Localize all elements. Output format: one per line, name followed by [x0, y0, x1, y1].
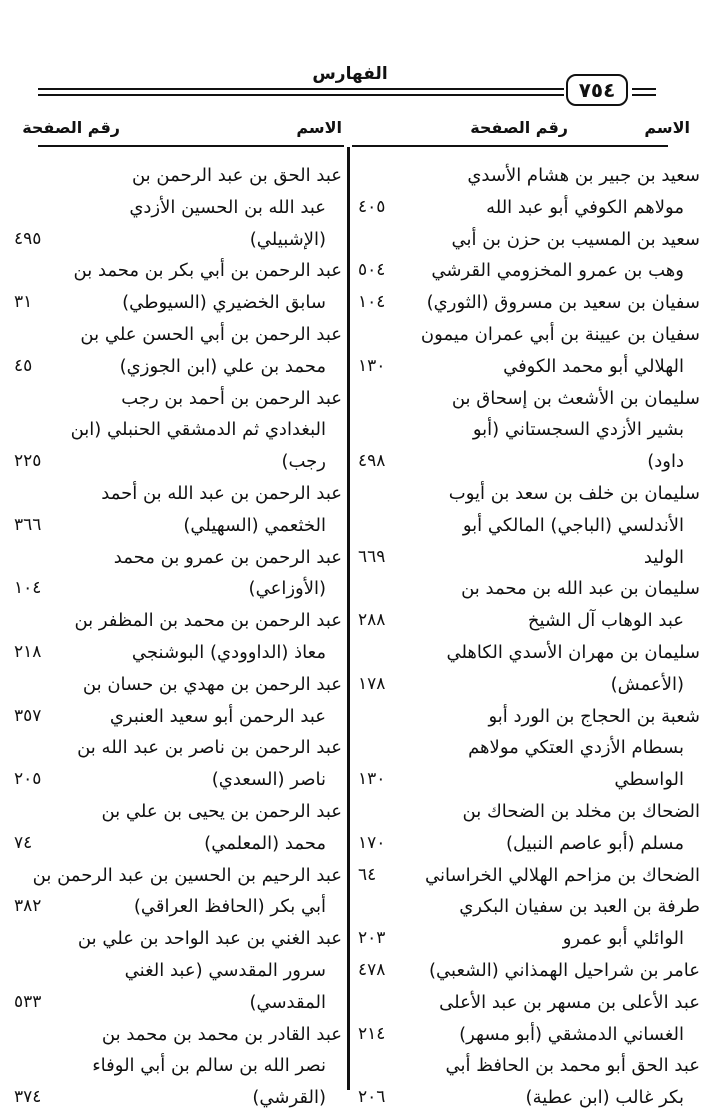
index-entry: [358, 955, 700, 987]
entry-name: عبد الرحمن بن محمد بن المظفر بن: [74, 610, 342, 632]
index-entry: [358, 478, 700, 573]
entry-name-continuation: بشير الأزدي السجستاني (أبو: [472, 419, 684, 441]
entry-name: عبد الرحمن بن أبي الحسن علي بن: [80, 323, 342, 345]
header-tick-top: [632, 88, 656, 90]
entry-name: سليمان بن مهران الأسدي الكاهلي: [446, 641, 700, 663]
entry-name-continuation: سرور المقدسي (عبد الغني: [124, 959, 326, 981]
entry-name-continuation: عبد الوهاب آل الشيخ: [527, 610, 684, 632]
entry-name: سفيان بن سعيد بن مسروق (الثوري): [426, 292, 700, 314]
entry-name: سليمان بن الأشعث بن إسحاق بن: [451, 387, 700, 409]
entry-name-continuation: المقدسي): [249, 991, 326, 1013]
entry-name-continuation: بسطام الأزدي العتكي مولاهم: [468, 737, 684, 759]
entry-name: الضحاك بن مزاحم الهلالي الخراساني: [425, 864, 700, 886]
entry-name: عبد الرحمن بن عبد الله بن أحمد: [101, 482, 342, 504]
entry-name-continuation: الغساني الدمشقي (أبو مسهر): [459, 1023, 684, 1045]
index-entry: [14, 860, 342, 924]
index-entry: [14, 319, 342, 383]
entry-page-number: ١٣٠: [358, 769, 386, 790]
entry-name-continuation: أبي بكر (الحافظ العراقي): [133, 896, 326, 918]
entry-page-number: ١٧٨: [358, 673, 386, 694]
entry-name: عبد الغني بن عبد الواحد بن علي بن: [77, 928, 342, 950]
entry-page-number: ١٠٤: [358, 292, 386, 313]
left-name-header: الاسم: [296, 118, 342, 137]
entry-page-number: ٢٨٨: [358, 610, 386, 631]
entry-page-number: ٦٤: [358, 864, 377, 885]
entry-name-continuation: (الإشبيلي): [249, 228, 326, 250]
header-tick-bottom: [632, 94, 656, 96]
entry-name-continuation: رجب): [281, 451, 326, 473]
entry-name-continuation: محمد بن علي (ابن الجوزي): [119, 355, 326, 377]
entry-name: عبد الحق بن عبد الرحمن بن: [131, 165, 342, 186]
entry-name: طرفة بن العبد بن سفيان البكري: [459, 896, 700, 918]
index-entry: [358, 383, 700, 478]
entry-name: شعبة بن الحجاج بن الورد أبو: [488, 705, 700, 727]
entry-name-continuation: الهلالي أبو محمد الكوفي: [503, 355, 684, 377]
page-number: ٧٥٤: [578, 78, 616, 102]
entry-name: سعيد بن المسيب بن حزن بن أبي: [451, 228, 700, 250]
entry-page-number: ١٧٠: [358, 832, 386, 853]
entry-name-continuation: ناصر (السعدي): [211, 769, 326, 791]
right-name-header: الاسم: [644, 118, 690, 137]
entry-name: الضحاك بن مخلد بن الضحاك بن: [462, 800, 700, 822]
entry-page-number: ٢٢٥: [14, 451, 42, 472]
index-entry: [358, 287, 700, 319]
entry-name-continuation: مولاهم الكوفي أبو عبد الله: [486, 196, 684, 218]
entry-page-number: ٣١: [14, 292, 33, 313]
entry-page-number: ٢٠٦: [358, 1087, 386, 1108]
entry-page-number: ٧٤: [14, 832, 33, 853]
entry-name-continuation: (القرشي): [252, 1087, 326, 1109]
right-page-header: رقم الصفحة: [470, 118, 568, 137]
header-rule-top: [38, 88, 564, 90]
page-number-badge: [566, 74, 628, 106]
index-entry: [358, 573, 700, 637]
entry-page-number: ١٠٤: [14, 578, 42, 599]
entry-name-continuation: بكر غالب (ابن عطية): [525, 1087, 684, 1109]
entry-name: سعيد بن جبير بن هشام الأسدي: [467, 165, 700, 186]
entry-page-number: ٢٠٣: [358, 928, 386, 949]
entry-name: عبد الرحمن بن أحمد بن رجب: [121, 387, 342, 409]
index-entry: [358, 860, 700, 892]
entry-name: عبد الرحمن بن ناصر بن عبد الله بن: [77, 737, 342, 759]
index-entry: [14, 255, 342, 319]
entry-page-number: ٥٠٤: [358, 260, 386, 281]
entry-page-number: ٣٦٦: [14, 514, 42, 535]
entry-name: عبد الرحيم بن الحسين بن عبد الرحمن بن: [32, 864, 342, 886]
entry-name: عبد الرحمن بن أبي بكر بن محمد بن: [73, 260, 342, 282]
entry-page-number: ٤٩٨: [358, 451, 386, 472]
entry-name-continuation: الأندلسي (الباجي) المالكي أبو: [462, 514, 684, 536]
entry-name-continuation: داود): [647, 451, 684, 473]
entry-page-number: ٢١٤: [358, 1023, 386, 1044]
index-entry: [358, 891, 700, 955]
entry-name: عبد الحق أبو محمد بن الحافظ أبي: [445, 1055, 700, 1077]
entry-name-continuation: محمد (المعلمي): [204, 832, 326, 854]
entry-page-number: ٤٧٨: [358, 959, 386, 980]
index-entry: [14, 923, 342, 1018]
entry-page-number: ٣٨٢: [14, 896, 42, 917]
entry-page-number: ٤٩٥: [14, 228, 42, 249]
entry-name: عامر بن شراحيل الهمذاني (الشعبي): [429, 959, 700, 981]
entry-name: سليمان بن خلف بن سعد بن أيوب: [448, 482, 700, 504]
right-header-rule: [352, 145, 668, 147]
entry-name: عبد الأعلى بن مسهر بن عبد الأعلى: [439, 991, 700, 1013]
entry-name-continuation: الخثعمي (السهيلي): [183, 514, 326, 536]
index-entry: [358, 701, 700, 796]
entry-name: عبد الرحمن بن يحيى بن علي بن: [101, 800, 342, 822]
index-entry: [14, 383, 342, 478]
entry-name: سليمان بن عبد الله بن محمد بن: [461, 578, 700, 600]
entry-name: عبد القادر بن محمد بن محمد بن: [101, 1023, 342, 1045]
entry-name: سفيان بن عيينة بن أبي عمران ميمون: [420, 323, 700, 345]
index-entry: [358, 987, 700, 1051]
entry-name-continuation: الوائلي أبو عمرو: [562, 928, 684, 950]
right-index-column: [358, 160, 700, 1114]
left-index-column: [14, 160, 342, 1114]
index-entry: [14, 732, 342, 796]
index-entry: [14, 669, 342, 733]
entry-page-number: ١٣٠: [358, 355, 386, 376]
entry-page-number: ٦٦٩: [358, 546, 386, 567]
entry-page-number: ٣٥٧: [14, 705, 42, 726]
header-rule-bottom: [38, 94, 564, 96]
column-separator: [347, 147, 350, 1090]
index-entry: [358, 224, 700, 288]
entry-page-number: ٤٠٥: [358, 196, 386, 217]
entry-name-continuation: (الأعمش): [610, 673, 684, 695]
index-entry: [14, 160, 342, 255]
entry-name-continuation: الواسطي: [614, 769, 684, 791]
index-entry: [14, 1019, 342, 1114]
left-header-rule: [38, 145, 344, 147]
entry-name-continuation: عبد الله بن الحسين الأزدي: [129, 196, 326, 218]
entry-name-continuation: مسلم (أبو عاصم النبيل): [505, 832, 684, 854]
entry-name-continuation: سابق الخضيري (السيوطي): [122, 292, 326, 314]
entry-name-continuation: معاذ (الداوودي) البوشنجي: [131, 641, 326, 663]
entry-name-continuation: نصر الله بن سالم بن أبي الوفاء: [92, 1055, 326, 1077]
entry-name-continuation: عبد الرحمن أبو سعيد العنبري: [109, 705, 326, 727]
entry-page-number: ٥٣٣: [14, 991, 42, 1012]
left-page-header: رقم الصفحة: [22, 118, 120, 137]
index-entry: [14, 478, 342, 542]
index-entry: [358, 637, 700, 701]
entry-name-continuation: (الأوزاعي): [248, 578, 326, 600]
entry-page-number: ٣٧٤: [14, 1087, 42, 1108]
entry-page-number: ٤٥: [14, 355, 33, 376]
entry-page-number: ٢٠٥: [14, 769, 42, 790]
entry-name: عبد الرحمن بن مهدي بن حسان بن: [82, 673, 342, 695]
entry-name-continuation: الوليد: [643, 546, 684, 568]
entry-page-number: ٢١٨: [14, 641, 42, 662]
entry-name-continuation: وهب بن عمرو المخزومي القرشي: [431, 260, 684, 282]
index-entry: [358, 160, 700, 224]
index-entry: [358, 796, 700, 860]
entry-name: عبد الرحمن بن عمرو بن محمد: [113, 546, 342, 568]
running-header-title: الفهارس: [312, 64, 388, 84]
index-entry: [14, 605, 342, 669]
index-entry: [358, 1050, 700, 1114]
entry-name-continuation: البغدادي ثم الدمشقي الحنبلي (ابن: [70, 419, 326, 441]
index-entry: [14, 542, 342, 606]
index-entry: [14, 796, 342, 860]
index-entry: [358, 319, 700, 383]
